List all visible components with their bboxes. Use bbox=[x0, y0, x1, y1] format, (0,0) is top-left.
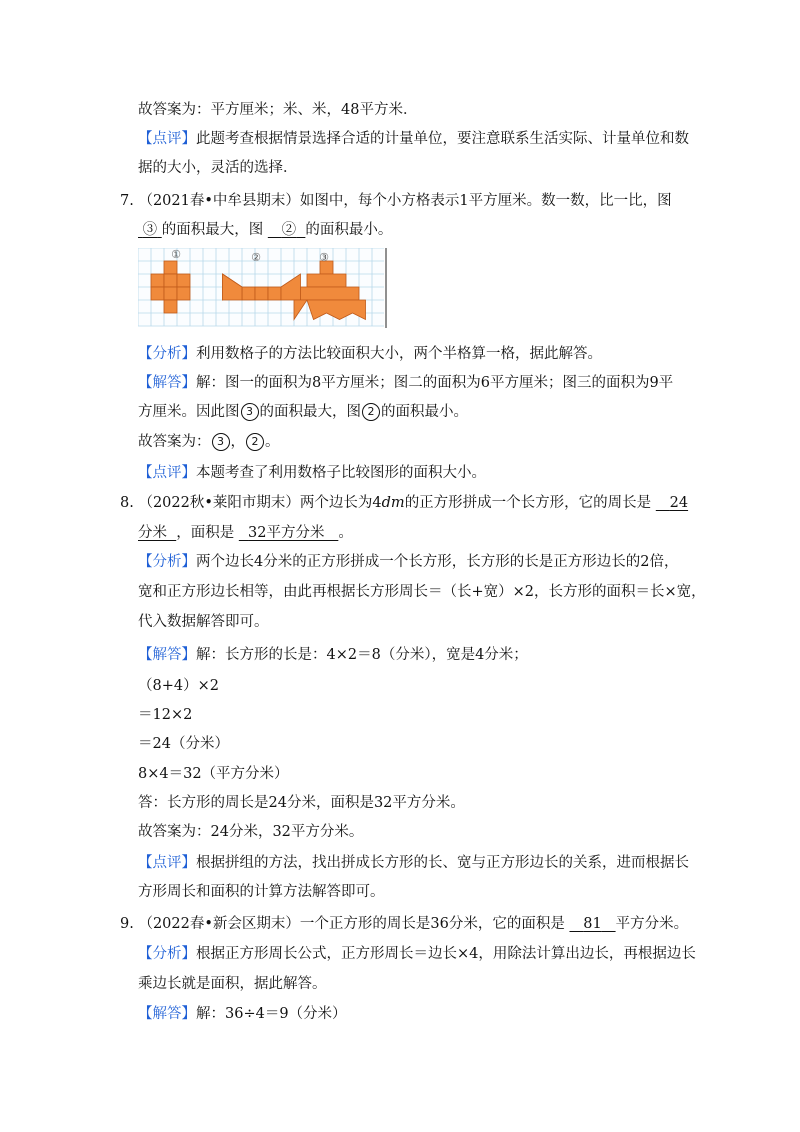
q8-stem: 8. （2022秋•莱阳市期末）两个边长为4dm的正方形拼成一个长方形，它的周长是 24 bbox=[120, 495, 689, 511]
shape-1-label: ① bbox=[171, 248, 181, 261]
q8-answer: 故答案为：24分米，32平方分米。 bbox=[138, 824, 364, 840]
circled-2: 2 bbox=[362, 403, 380, 421]
comment-tag: 【点评】 bbox=[138, 131, 196, 147]
q7-comment: 【点评】本题考查了利用数格子比较图形的面积大小。 bbox=[138, 465, 486, 481]
q8-blank-1-b: 分米 bbox=[138, 525, 167, 541]
q7-blank-1: ③ bbox=[142, 222, 158, 238]
shape-1-cell bbox=[164, 274, 177, 287]
q8-analysis-cont: 宽和正方形边长相等，由此再根据长方形周长＝（长+宽）×2，长方形的面积＝长×宽， bbox=[138, 584, 706, 600]
circled-3: 3 bbox=[241, 403, 259, 421]
q8-blank-2: 32平方分米 bbox=[248, 525, 325, 541]
q8-calc-3: ＝24（分米） bbox=[138, 736, 229, 752]
q7-answer: 故答案为： 3 ， 2 。 bbox=[138, 434, 280, 450]
shape-3-label: ③ bbox=[319, 251, 329, 264]
q8-analysis: 【分析】两个边长4分米的正方形拼成一个长方形，长方形的长是正方形边长的2倍， bbox=[138, 554, 679, 570]
shape-2-label: ② bbox=[251, 251, 261, 264]
q8-calc-2: ＝12×2 bbox=[138, 707, 193, 723]
q8-comment: 【点评】根据拼组的方法，找出拼成长方形的长、宽与正方形边长的关系，进而根据长 bbox=[138, 855, 689, 871]
comment-prev: 【点评】此题考查根据情景选择合适的计量单位，要注意联系生活实际、计量单位和数 bbox=[138, 131, 689, 147]
comment-prev-cont: 据的大小，灵活的选择． bbox=[138, 160, 298, 176]
shape-1-cell bbox=[151, 287, 164, 300]
q7-stem: 7. （2021春•中牟县期末）如图中，每个小方格表示1平方厘米。数一数，比一比，图 bbox=[120, 193, 672, 209]
shape-3-middle bbox=[301, 287, 360, 300]
shape-1-cell bbox=[151, 274, 164, 287]
q8-analysis-cont-2: 代入数据解答即可。 bbox=[138, 614, 269, 630]
q7-figure bbox=[138, 248, 390, 328]
q8-comment-cont: 方形周长和面积的计算方法解答即可。 bbox=[138, 884, 385, 900]
shape-2-cell bbox=[242, 287, 255, 300]
q8-solution: 【解答】解：长方形的长是：4×2＝8（分米），宽是4分米； bbox=[138, 647, 528, 663]
shape-1-cell bbox=[164, 261, 177, 274]
q9-analysis-cont: 乘边长就是面积，据此解答。 bbox=[138, 976, 327, 992]
shape-2-cell bbox=[268, 287, 281, 300]
q8-calc-4: 8×4＝32（平方分米） bbox=[138, 766, 289, 782]
q8-blank-1-a: 24 bbox=[669, 495, 689, 511]
shape-1-cell bbox=[177, 274, 190, 287]
answer-line-prev: 故答案为：平方厘米；米、米，48平方米． bbox=[138, 102, 418, 118]
q8-stem-cont: 分米 ，面积是 32平方分米 。 bbox=[138, 525, 353, 541]
shape-3-upper bbox=[307, 274, 346, 287]
shape-1-cell bbox=[164, 287, 177, 300]
shape-2-cell bbox=[255, 287, 268, 300]
q7-analysis: 【分析】利用数格子的方法比较面积大小，两个半格算一格，据此解答。 bbox=[138, 346, 602, 362]
q9-analysis: 【分析】根据正方形周长公式，正方形周长＝边长×4，用除法计算出边长，再根据边长 bbox=[138, 946, 696, 962]
shape-1-cell bbox=[177, 287, 190, 300]
q7-solution-cont: 方厘米。因此图 3 的面积最大，图 2 的面积最小。 bbox=[138, 404, 468, 420]
q7-blank-2: ② bbox=[281, 222, 297, 238]
q9-blank: 81 bbox=[583, 916, 602, 932]
q9-solution: 【解答】解：36÷4＝9（分米） bbox=[138, 1006, 347, 1022]
q7-solution: 【解答】解：图一的面积为8平方厘米；图二的面积为6平方厘米；图三的面积为9平 bbox=[138, 375, 674, 391]
q8-calc-1: （8+4）×2 bbox=[138, 678, 219, 694]
q7-stem-cont: ③ 的面积最大，图 ② 的面积最小。 bbox=[138, 220, 392, 240]
shape-1-cell bbox=[164, 300, 177, 313]
q9-stem: 9. （2022春•新会区期末）一个正方形的周长是36分米，它的面积是 81 平方分米。 bbox=[120, 916, 689, 932]
q8-reply: 答：长方形的周长是24分米，面积是32平方分米。 bbox=[138, 795, 465, 811]
